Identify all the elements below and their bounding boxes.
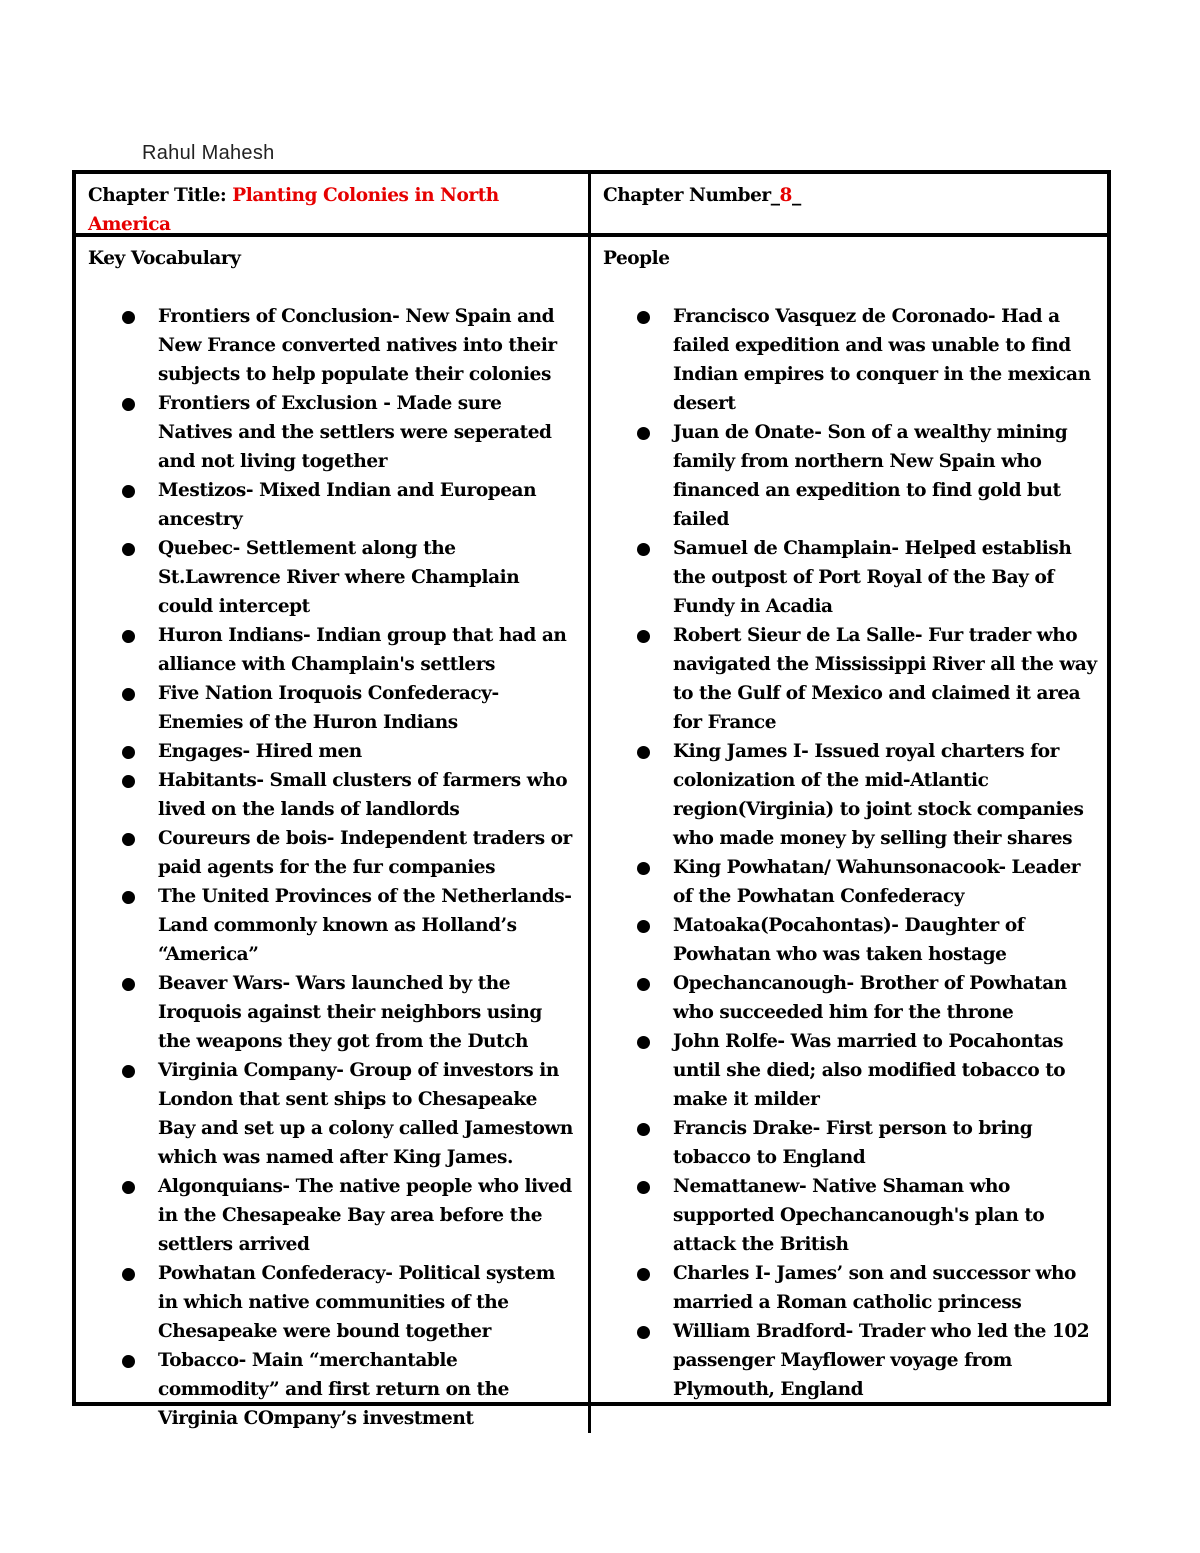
people-item: Charles I- James’ son and successor who married a Roman catholic princess	[635, 1259, 1097, 1317]
vocabulary-item: Coureurs de bois- Independent traders or paid agents for the fur companies	[120, 824, 578, 882]
chapter-title-value: Planting Colonies in North America	[88, 185, 499, 235]
people-item: Francis Drake- First person to bring tobacco to England	[635, 1114, 1097, 1172]
people-item: William Bradford- Trader who led the 102 passenger Mayflower voyage from Plymouth, England	[635, 1317, 1097, 1404]
vocabulary-item: Engages- Hired men	[120, 737, 578, 766]
vocabulary-item: Quebec- Settlement along the St.Lawrence River where Champlain could intercept	[120, 534, 578, 621]
people-item: King Powhatan/ Wahunsonacook- Leader of the Powhatan Confederacy	[635, 853, 1097, 911]
vocabulary-item: Habitants- Small clusters of farmers who lived on the lands of landlords	[120, 766, 578, 824]
people-item: Samuel de Champlain- Helped establish the outpost of Port Royal of the Bay of Fundy in Acadia	[635, 534, 1097, 621]
vocabulary-item: Frontiers of Exclusion - Made sure Natives and the settlers were seperated and not living together	[120, 389, 578, 476]
people-cell	[591, 237, 1107, 1433]
people-item: King James I- Issued royal charters for colonization of the mid-Atlantic region(Virginia) to joint stock companies who made money by selling their shares	[635, 737, 1097, 853]
vocabulary-item: The United Provinces of the Netherlands- Land commonly known as Holland’s “America”	[120, 882, 578, 969]
people-item: Juan de Onate- Son of a wealthy mining family from northern New Spain who financed an expedition to find gold but failed	[635, 418, 1097, 534]
people-item: Opechancanough- Brother of Powhatan who succeeded him for the throne	[635, 969, 1097, 1027]
key-vocabulary-heading: Key Vocabulary	[88, 248, 241, 269]
chapter-title-cell	[76, 174, 591, 237]
people-item: Francisco Vasquez de Coronado- Had a failed expedition and was unable to find Indian empires to conquer in the mexican desert	[635, 302, 1097, 418]
vocabulary-list	[88, 302, 578, 1433]
vocabulary-item: Five Nation Iroquois Confederacy- Enemies of the Huron Indians	[120, 679, 578, 737]
people-list	[603, 302, 1097, 1404]
vocabulary-item: Frontiers of Conclusion- New Spain and New France converted natives into their subjects to help populate their colonies	[120, 302, 578, 389]
people-item: John Rolfe- Was married to Pocahontas until she died; also modified tobacco to make it milder	[635, 1027, 1097, 1114]
chapter-number-value: 8	[779, 185, 792, 206]
chapter-number-suffix: _	[791, 185, 801, 206]
chapter-number-cell	[591, 174, 1107, 237]
vocabulary-item: Huron Indians- Indian group that had an alliance with Champlain's settlers	[120, 621, 578, 679]
people-heading: People	[603, 248, 670, 269]
people-item: Nemattanew- Native Shaman who supported Opechancanough's plan to attack the British	[635, 1172, 1097, 1259]
vocabulary-item: Beaver Wars- Wars launched by the Iroquois against their neighbors using the weapons they got from the Dutch	[120, 969, 578, 1056]
vocabulary-item: Mestizos- Mixed Indian and European ancestry	[120, 476, 578, 534]
vocabulary-item: Algonquians- The native people who lived in the Chesapeake Bay area before the settlers arrived	[120, 1172, 578, 1259]
people-item: Matoaka(Pocahontas)- Daughter of Powhatan who was taken hostage	[635, 911, 1097, 969]
chapter-number-label: Chapter Number_	[603, 185, 780, 206]
chapter-title-label: Chapter Title:	[88, 185, 227, 206]
author-name: Rahul Mahesh	[142, 142, 275, 164]
vocabulary-item: Powhatan Confederacy- Political system in which native communities of the Chesapeake were bound together	[120, 1259, 578, 1346]
vocabulary-item: Tobacco- Main “merchantable commodity” and first return on the Virginia COmpany’s investment	[120, 1346, 578, 1433]
chapter-notes-table	[72, 170, 1111, 1429]
vocabulary-item: Virginia Company- Group of investors in London that sent ships to Chesapeake Bay and set up a colony called Jamestown which was named after King James.	[120, 1056, 578, 1172]
key-vocabulary-cell	[76, 237, 591, 1433]
people-item: Robert Sieur de La Salle- Fur trader who navigated the Mississippi River all the way to the Gulf of Mexico and claimed it area for France	[635, 621, 1097, 737]
